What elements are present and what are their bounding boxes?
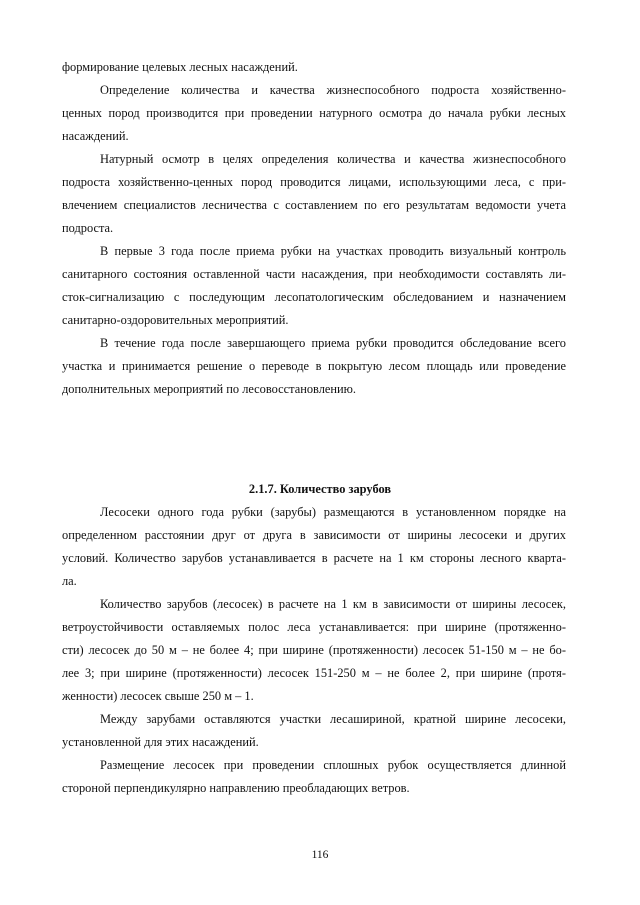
paragraph-7-line-4: лее 3; при ширине (протяженности) лесосек 151-250 м – не более 2, при ширине (протя-: [62, 666, 566, 680]
paragraph-6-line-3: условий. Количество зарубов устанавливается в расчете на 1 км стороны лесного кварта-: [62, 551, 566, 565]
paragraph-1-line-1: формирование целевых лесных насаждений.: [62, 60, 298, 74]
paragraph-8-line-1: Между зарубами оставляются участки лесашириной, кратной ширине лесосеки,: [100, 712, 566, 726]
paragraph-4-line-4: санитарно-оздоровительных мероприятий.: [62, 313, 289, 327]
paragraph-5-line-1: В течение года после завершающего приема рубки проводится обследование всего: [100, 336, 566, 350]
paragraph-7-line-2: ветроустойчивости оставляемых полос леса устанавливается: при ширине (протяженно-: [62, 620, 566, 634]
paragraph-3-line-1: Натурный осмотр в целях определения количества и качества жизнеспособного: [100, 152, 566, 166]
paragraph-5-line-3: дополнительных мероприятий по лесовосстановлению.: [62, 382, 357, 396]
paragraph-5-line-2: участка и принимается решение о переводе в покрытую лесом площадь или проведение: [62, 359, 566, 373]
paragraph-4-line-2: санитарного состояния оставленной части насаждения, при необходимости составлять ли-: [62, 267, 566, 281]
paragraph-7-line-5: женности) лесосек свыше 250 м – 1.: [62, 689, 254, 703]
paragraph-9-line-1: Размещение лесосек при проведении сплошных рубок осуществляется длинной: [100, 758, 566, 772]
paragraph-7-line-3: сти) лесосек до 50 м – не более 4; при ширине (протяженности) лесосек 51-150 м – не бо-: [62, 643, 566, 657]
page-number: 116: [311, 849, 329, 861]
paragraph-3-line-4: подроста.: [62, 221, 114, 235]
paragraph-3-line-3: влечением специалистов лесничества с составлением по его результатам ведомости учета: [62, 198, 566, 212]
paragraph-4-line-3: сток-сигнализацию с последующим лесопатологическим обследованием и назначением: [62, 290, 566, 304]
paragraph-8-line-2: установленной для этих насаждений.: [62, 735, 259, 749]
section-heading: 2.1.7. Количество зарубов: [248, 482, 392, 496]
paragraph-6-line-4: ла.: [62, 574, 77, 588]
paragraph-2-line-1: Определение количества и качества жизнеспособного подроста хозяйственно-: [100, 83, 566, 97]
paragraph-4-line-1: В первые 3 года после приема рубки на участках проводить визуальный контроль: [100, 244, 566, 258]
paragraph-3-line-2: подроста хозяйственно-ценных пород проводится лицами, использующими леса, с при-: [62, 175, 566, 189]
paragraph-9-line-2: стороной перпендикулярно направлению преобладающих ветров.: [62, 781, 410, 795]
paragraph-7-line-1: Количество зарубов (лесосек) в расчете на 1 км в зависимости от ширины лесосек,: [100, 597, 566, 611]
paragraph-2-line-2: ценных пород производится при проведении натурного осмотра до начала рубки лесных: [62, 106, 566, 120]
paragraph-6-line-1: Лесосеки одного года рубки (зарубы) размещаются в установленном порядке на: [100, 505, 566, 519]
paragraph-2-line-3: насаждений.: [62, 129, 129, 143]
paragraph-6-line-2: определенном расстоянии друг от друга в зависимости от ширины лесосеки и других: [62, 528, 566, 542]
